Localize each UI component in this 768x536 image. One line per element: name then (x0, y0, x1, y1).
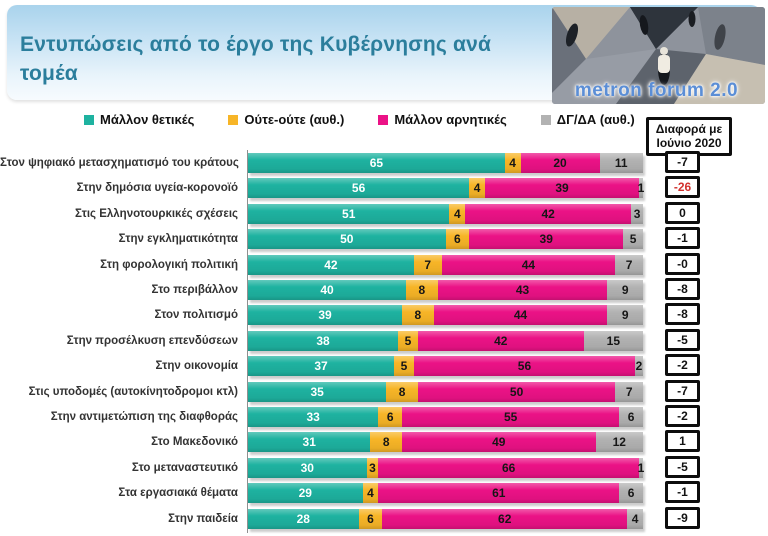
segment-value: 1 (637, 460, 645, 475)
bar-segment-dontknow (639, 458, 643, 478)
segment-value: 12 (612, 435, 626, 450)
segment-value: 37 (314, 359, 328, 374)
stacked-bar (248, 229, 643, 249)
segment-value: 6 (627, 486, 635, 501)
stacked-bar (248, 153, 643, 173)
bar-segment-negative (434, 305, 608, 325)
stacked-bar (248, 483, 643, 503)
segment-value: 1 (637, 181, 645, 196)
segment-value: 4 (509, 156, 516, 170)
chart-row (0, 204, 768, 224)
segment-value: 61 (492, 486, 506, 501)
chart-row (0, 509, 768, 529)
category-label: Στο Μακεδονικό (151, 436, 238, 449)
chart-row (0, 255, 768, 275)
segment-value: 29 (298, 486, 312, 501)
stacked-bar (248, 432, 643, 452)
segment-value: 4 (453, 206, 461, 221)
segment-value: 9 (621, 308, 629, 323)
stacked-bar (248, 509, 643, 529)
bar-segment-neutral (367, 458, 379, 478)
category-label: Στον ψηφιακό μετασχηματισμό του κράτους (0, 157, 239, 169)
bar-segment-negative (469, 229, 623, 249)
bar-segment-dontknow (627, 509, 643, 529)
diff-value-box: 0 (665, 202, 700, 224)
segment-value: 42 (494, 333, 508, 348)
segment-value: 8 (398, 384, 406, 399)
segment-value: 50 (340, 232, 354, 247)
bar-segment-negative (418, 382, 616, 402)
segment-value: 6 (454, 232, 461, 247)
segment-value: 65 (369, 156, 384, 170)
segment-value: 44 (513, 308, 528, 323)
segment-value: 38 (316, 333, 330, 348)
segment-value: 42 (324, 257, 338, 272)
bar-segment-dontknow (619, 483, 643, 503)
bar-segment-dontknow (596, 432, 643, 452)
bar-segment-positive (248, 382, 386, 402)
bar-segment-negative (521, 153, 600, 173)
bar-segment-positive (248, 229, 446, 249)
legend-item (541, 112, 635, 127)
segment-value: 56 (351, 181, 366, 196)
bar-segment-negative (382, 509, 627, 529)
segment-value: 56 (517, 359, 532, 374)
segment-value: 11 (614, 156, 628, 170)
bar-segment-dontknow (607, 305, 643, 325)
category-label: Στην δημόσια υγεία-κορονοϊό (76, 182, 238, 195)
chart-row (0, 356, 768, 376)
segment-value: 2 (635, 359, 643, 374)
chart-row (0, 229, 768, 249)
diff-value-box: -5 (665, 456, 700, 478)
diff-value-box: -26 (665, 176, 700, 198)
bar-segment-neutral (406, 280, 438, 300)
stacked-bar (248, 356, 643, 376)
diff-value-box: -1 (665, 227, 700, 249)
diff-value-box: -2 (665, 405, 700, 427)
bar-segment-positive (248, 509, 359, 529)
legend (84, 112, 669, 127)
diff-value-box: -1 (665, 481, 700, 503)
bar-segment-dontknow (639, 178, 643, 198)
category-label: Στο μεταναστευτικό (131, 461, 238, 474)
bar-segment-positive (248, 458, 367, 478)
diff-value-box: -5 (665, 329, 700, 351)
bar-segment-positive (248, 204, 449, 224)
bar-segment-neutral (386, 382, 418, 402)
category-label: Στην προσέλκυση επενδύσεων (66, 334, 238, 347)
stacked-bar (248, 280, 643, 300)
chart-row (0, 382, 768, 402)
legend-label: Μάλλον θετικές (100, 112, 195, 127)
legend-item (228, 112, 344, 127)
bar-segment-negative (438, 280, 608, 300)
diff-value-box: 1 (665, 430, 700, 452)
diff-value-box: -0 (665, 253, 700, 275)
bar-segment-dontknow (635, 356, 643, 376)
bar-segment-negative (378, 483, 619, 503)
segment-value: 5 (629, 232, 637, 247)
segment-value: 3 (369, 460, 376, 475)
chart-row (0, 331, 768, 351)
segment-value: 7 (424, 257, 432, 272)
segment-value: 44 (521, 257, 536, 272)
segment-value: 28 (296, 511, 310, 526)
category-label: Στα εργασιακά θέματα (118, 487, 238, 500)
bar-segment-neutral (363, 483, 379, 503)
diff-value-box: -8 (665, 278, 700, 300)
page-title: Εντυπώσεις από το έργο της Κυβέρνησης ανά τομέα (20, 33, 492, 85)
bar-segment-neutral (446, 229, 470, 249)
bar-segment-neutral (398, 331, 418, 351)
bar-segment-negative (442, 255, 616, 275)
legend-item (84, 112, 194, 127)
bar-segment-dontknow (584, 331, 643, 351)
bar-segment-negative (402, 432, 596, 452)
diff-value-box: -8 (665, 303, 700, 325)
segment-value: 15 (606, 333, 621, 348)
bar-segment-neutral (378, 407, 402, 427)
chart-row (0, 432, 768, 452)
bar-segment-neutral (359, 509, 383, 529)
category-label: Στη φορολογική πολιτική (100, 258, 238, 271)
segment-value: 7 (625, 384, 633, 399)
segment-value: 4 (631, 511, 639, 526)
segment-value: 6 (386, 410, 394, 424)
segment-value: 62 (498, 511, 512, 526)
category-label: Στις υποδομές (αυτοκίνητοδρομοι κτλ) (28, 385, 238, 398)
bar-segment-neutral (370, 432, 402, 452)
bar-segment-positive (248, 255, 414, 275)
chart-row (0, 280, 768, 300)
diff-column-header: Διαφορά με Ιούνιο 2020 (646, 117, 732, 156)
segment-value: 6 (367, 511, 374, 526)
bar-segment-positive (248, 305, 402, 325)
segment-value: 35 (310, 384, 324, 399)
bar-segment-positive (248, 153, 505, 173)
category-label: Στο περιβάλλον (151, 284, 238, 296)
category-label: Στις Ελληνοτουρκικές σχέσεις (75, 207, 238, 220)
segment-value: 50 (509, 384, 524, 399)
diff-value-box: -7 (665, 380, 700, 402)
diff-value-box: -2 (665, 354, 700, 376)
legend-swatch-icon (228, 115, 238, 125)
bar-segment-positive (248, 356, 394, 376)
legend-swatch-icon (84, 115, 94, 125)
bar-segment-dontknow (623, 229, 643, 249)
bar-segment-negative (402, 407, 619, 427)
legend-swatch-icon (378, 115, 388, 125)
segment-value: 39 (318, 308, 332, 323)
stacked-bar (248, 305, 643, 325)
segment-value: 42 (541, 206, 555, 221)
metron-forum-logo (552, 7, 765, 104)
header-banner (7, 5, 761, 100)
segment-value: 4 (473, 181, 481, 196)
stacked-bar (248, 178, 643, 198)
bar-segment-dontknow (607, 280, 643, 300)
chart (0, 153, 768, 533)
bar-segment-neutral (414, 255, 442, 275)
segment-value: 5 (400, 359, 408, 374)
segment-value: 39 (539, 232, 553, 247)
segment-value: 20 (553, 156, 567, 170)
bar-segment-negative (378, 458, 639, 478)
segment-value: 33 (306, 410, 320, 424)
segment-value: 66 (502, 460, 516, 475)
legend-item (378, 112, 506, 127)
chart-row (0, 407, 768, 427)
category-label: Στον πολιτισμό (154, 309, 238, 322)
legend-label: Μάλλον αρνητικές (394, 112, 507, 127)
stacked-bar (248, 382, 643, 402)
bar-segment-negative (465, 204, 631, 224)
bar-segment-positive (248, 331, 398, 351)
bar-segment-dontknow (619, 407, 643, 427)
bar-segment-dontknow (631, 204, 643, 224)
logo-text: metron forum 2.0 (574, 80, 739, 101)
bar-segment-positive (248, 280, 406, 300)
bar-segment-neutral (505, 153, 521, 173)
segment-value: 39 (555, 181, 569, 196)
segment-value: 9 (621, 283, 629, 297)
bar-segment-positive (248, 432, 370, 452)
segment-value: 8 (382, 435, 390, 450)
legend-swatch-icon (541, 115, 551, 125)
bar-segment-neutral (402, 305, 434, 325)
chart-row (0, 178, 768, 198)
category-label: Στην αντιμετώπιση της διαφθοράς (50, 411, 238, 423)
segment-value: 49 (492, 435, 506, 450)
chart-row (0, 305, 768, 325)
segment-value: 4 (367, 486, 374, 501)
legend-label: ΔΓ/ΔΑ (αυθ.) (556, 112, 635, 127)
bar-segment-negative (418, 331, 584, 351)
segment-value: 55 (503, 410, 518, 424)
segment-value: 51 (342, 206, 356, 221)
segment-value: 43 (515, 283, 530, 297)
segment-value: 6 (627, 410, 635, 424)
diff-value-box: -9 (665, 507, 700, 529)
bar-segment-positive (248, 407, 378, 427)
segment-value: 30 (300, 460, 314, 475)
stacked-bar (248, 255, 643, 275)
category-label: Στην εγκληματικότητα (118, 233, 238, 246)
stacked-bar (248, 458, 643, 478)
segment-value: 8 (418, 283, 426, 297)
stacked-bar (248, 407, 643, 427)
segment-value: 3 (633, 206, 641, 221)
stacked-bar (248, 204, 643, 224)
segment-value: 8 (414, 308, 422, 323)
bar-segment-positive (248, 483, 363, 503)
bar-segment-neutral (394, 356, 414, 376)
category-label: Στην παιδεία (168, 512, 238, 525)
bar-segment-dontknow (615, 382, 643, 402)
stacked-bar (248, 331, 643, 351)
bar-segment-negative (414, 356, 635, 376)
category-label: Στην οικονομία (155, 360, 238, 373)
bar-segment-negative (485, 178, 639, 198)
bar-segment-dontknow (615, 255, 643, 275)
segment-value: 31 (302, 435, 316, 450)
bar-segment-neutral (449, 204, 465, 224)
segment-value: 40 (320, 283, 334, 297)
legend-label: Ούτε-ούτε (αυθ.) (244, 112, 345, 127)
chart-row (0, 483, 768, 503)
diff-value-box: -7 (665, 151, 700, 173)
chart-row (0, 153, 768, 173)
bar-segment-positive (248, 178, 469, 198)
bar-segment-neutral (469, 178, 485, 198)
chart-row (0, 458, 768, 478)
segment-value: 5 (404, 333, 412, 348)
bar-segment-dontknow (600, 153, 643, 173)
segment-value: 7 (625, 257, 633, 272)
